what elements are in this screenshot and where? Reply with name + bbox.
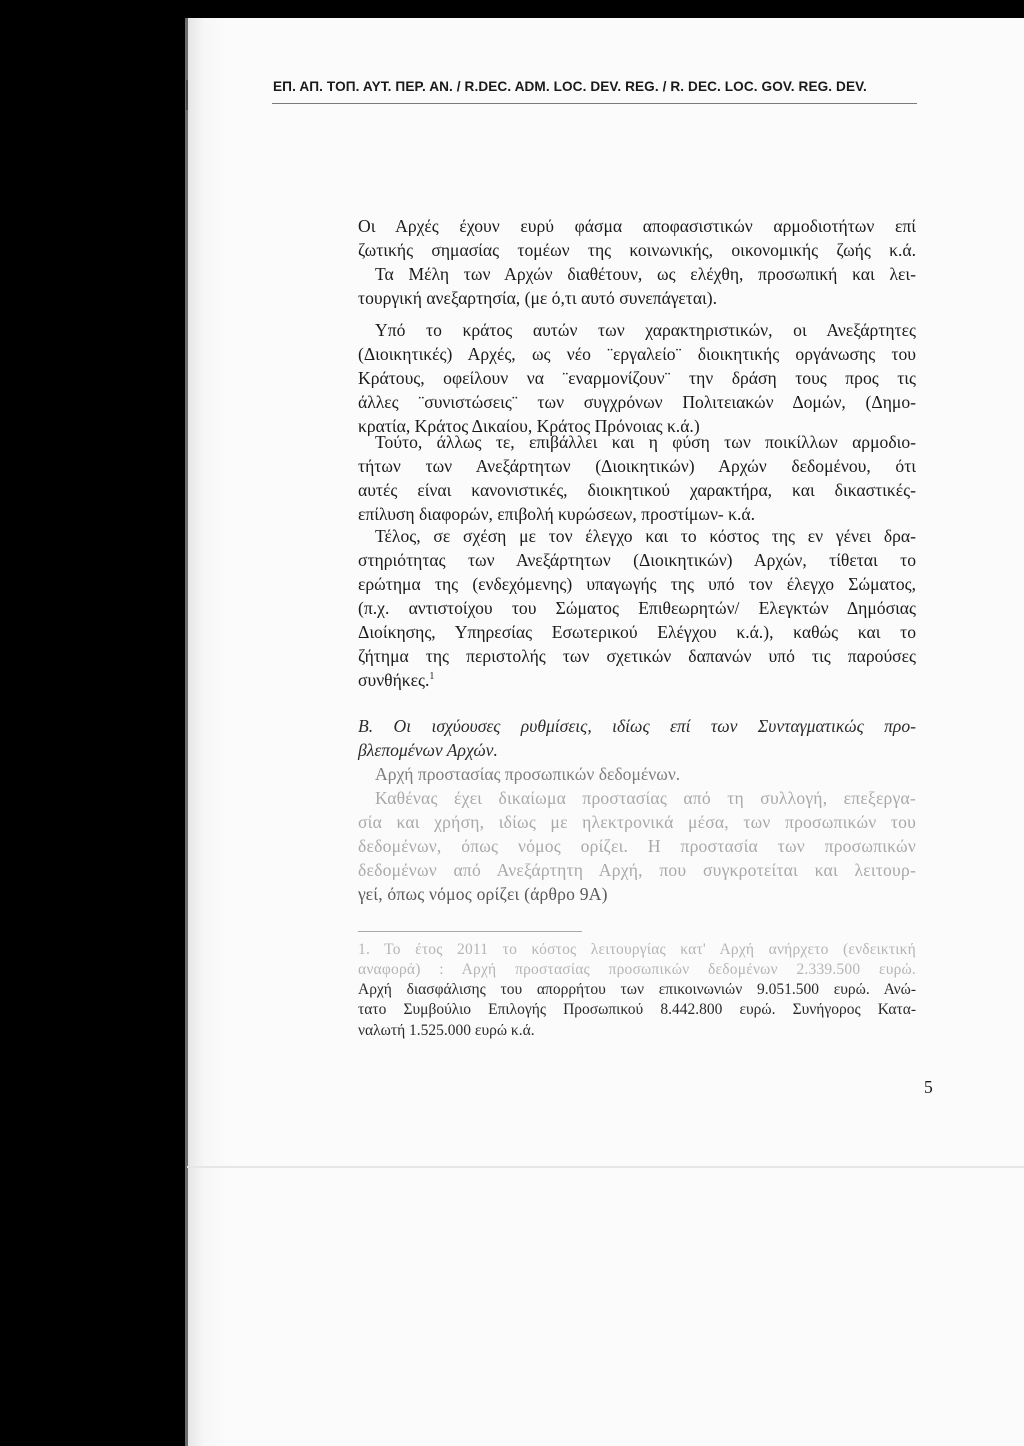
text-line: ερώτημα της (ενδεχόμενης) υπαγωγής της υπό τον έλεγχο Σώματος, [358,574,916,594]
text-line: ζήτημα της περιστολής των σχετικών δαπανών υπό τις παρούσες [358,646,916,666]
binding-crease [186,80,188,110]
text-line: Τα Μέλη των Αρχών διαθέτουν, ως ελέχθη, προσωπική και λει- [375,264,916,284]
footnote-line: Αρχή διασφάλισης του απορρήτου των επικοινωνιών 9.051.500 ευρώ. Ανώ- [358,981,916,998]
footnote-line: αναφορά) : Αρχή προστασίας προσωπικών δεδομένων 2.339.500 ευρώ. [358,961,916,979]
footnote-line: ναλωτή 1.525.000 ευρώ κ.ά. [358,1021,535,1039]
heading-line: βλεπομένων Αρχών. [358,740,498,760]
text-line: σία και χρήση, ιδίως με ηλεκτρονικά μέσα, των προσωπικών του [358,812,916,832]
text-line: Τέλος, σε σχέση με τον έλεγχο και το κόστος της εν γένει δρα- [375,526,916,546]
text-line: κρατία, Κράτος Δικαίου, Κράτος Πρόνοιας κ.ά.) [358,416,700,436]
paragraph-2 [358,318,916,438]
page-number: 5 [924,1077,933,1097]
text-line: (π.χ. αντιστοίχου του Σώματος Επιθεωρητών/ Ελεγκτών Δημόσιας [358,598,916,618]
text-line: αυτές είναι κανονιστικές, διοικητικού χαρακτήρα, και δικαστικές- [358,480,916,500]
running-header: ΕΠ. ΑΠ. ΤΟΠ. ΑΥΤ. ΠΕΡ. ΑΝ. / R.DEC. ADM. LOC. DEV. REG. / R. DEC. LOC. GOV. REG. DEV. [273,79,867,94]
text-line: (Διοικητικές) Αρχές, ως νέο ¨εργαλείο¨ διοικητικής οργάνωσης του [358,344,916,364]
text-line: Τούτο, άλλως τε, επιβάλλει και η φύση των ποικίλλων αρμοδιο- [375,432,916,452]
text-line: τουργική ανεξαρτησία, (με ό,τι αυτό συνεπάγεται). [358,288,718,308]
footnote-line: 1. Το έτος 2011 το κόστος λειτουργίας κατ' Αρχή ανήρχετο (ενδεικτική [358,941,916,958]
paragraph-4 [358,524,916,692]
section-b-paragraph [358,786,916,906]
text-line: Διοίκησης, Υπηρεσίας Εσωτερικού Ελέγχου κ.ά.), καθώς και το [358,622,916,642]
text-line: γεί, όπως νόμος ορίζει (άρθρο 9Α) [358,884,608,904]
text-line: δεδομένων από Ανεξάρτητη Αρχή, που συγκροτείται και λειτουρ- [358,860,916,880]
footnote-rule [358,931,582,932]
subheading-line: Αρχή προστασίας προσωπικών δεδομένων. [375,764,681,784]
paragraph-3 [358,430,916,526]
text-line: άλλες ¨συνιστώσεις¨ των συγχρόνων Πολιτειακών Δομών, (Δημο- [358,392,916,412]
text-line: επίλυση διαφορών, επιβολή κυρώσεων, προστίμων- κ.ά. [358,504,756,524]
footnote-line: τατο Συμβούλιο Επιλογής Προσωπικού 8.442.800 ευρώ. Συνήγορος Κατα- [358,1001,916,1019]
footnote-reference: 1 [429,671,435,683]
footnote [358,980,916,1041]
text-line: Οι Αρχές έχουν ευρύ φάσμα αποφασιστικών αρμοδιοτήτων επί [358,216,916,236]
section-b-heading [358,714,916,762]
section-b-subheading [358,762,916,786]
text-line: Κράτους, οφείλουν να ¨εναρμονίζουν¨ την δράση τους προς τις [358,368,916,388]
footnote-faded [358,940,916,981]
page-edge [185,18,188,1446]
text-line: Υπό το κράτος αυτών των χαρακτηριστικών, οι Ανεξάρτητες [375,320,916,340]
heading-line: Β. Οι ισχύουσες ρυθμίσεις, ιδίως επί των Συνταγματικώς προ- [358,716,916,736]
text-line: Καθένας έχει δικαίωμα προστασίας από τη συλλογή, επεξεργα- [375,788,916,808]
text-line-end: συνθήκες. [358,670,430,690]
page-bottom-band [187,1166,1024,1168]
text-line: δεδομένων, όπως νόμος ορίζει. Η προστασία των προσωπικών [358,836,916,856]
text-line [358,668,916,692]
text-line: στηριότητας των Ανεξάρτητων (Διοικητικών) Αρχών, τίθεται το [358,550,916,570]
text-line: τήτων των Ανεξάρτητων (Διοικητικών) Αρχών δεδομένου, ότι [358,456,916,476]
paragraph-1 [358,214,916,310]
text-line: ζωτικής σημασίας τομέων της κοινωνικής, οικονομικής ζωής κ.ά. [358,240,916,260]
header-rule [272,103,917,104]
